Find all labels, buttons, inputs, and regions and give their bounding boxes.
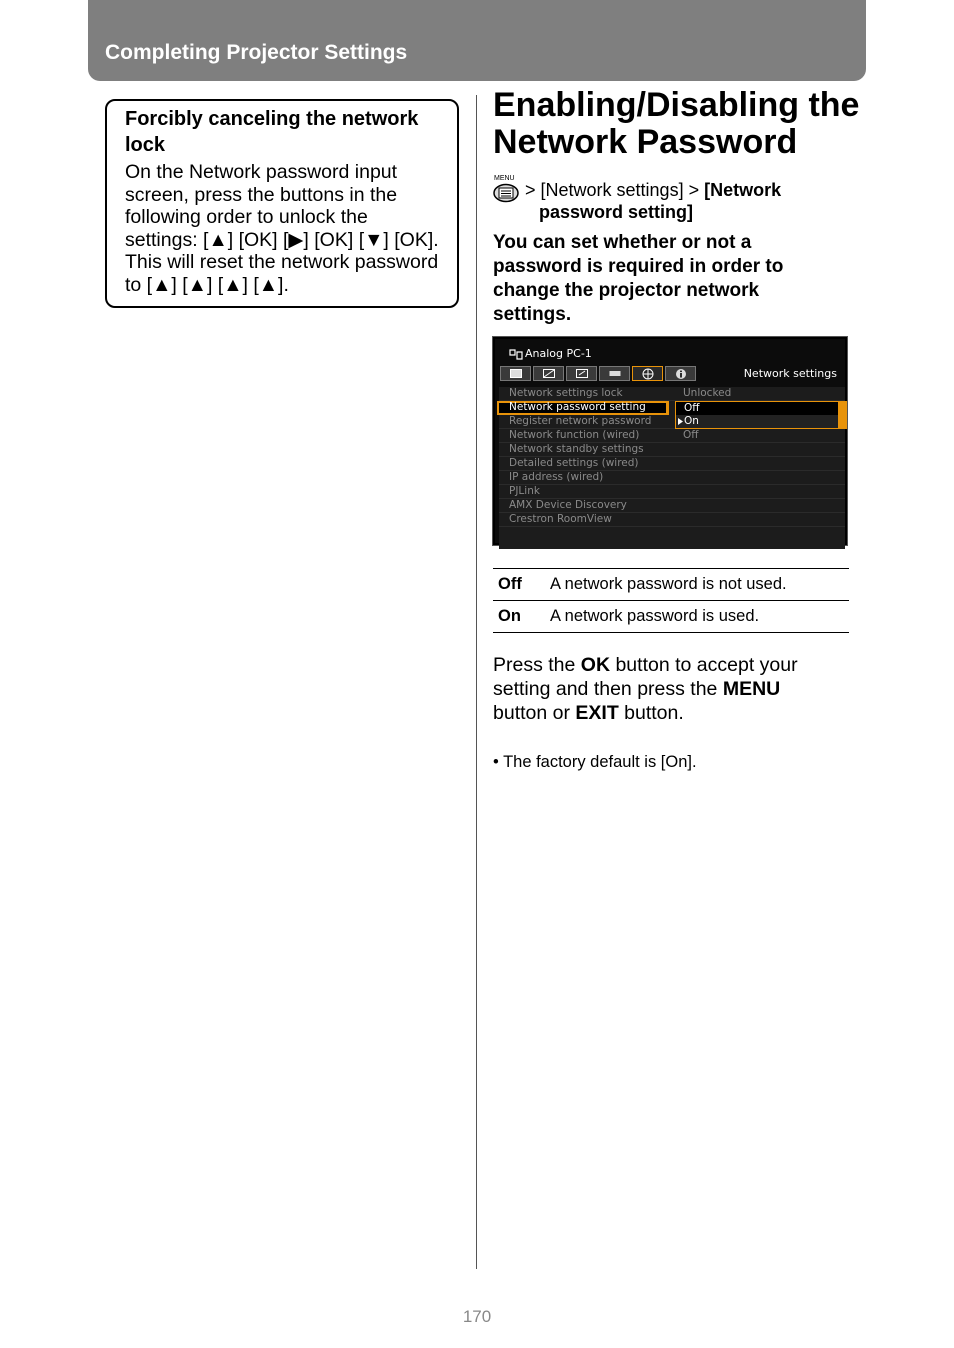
menu-row-label: IP address (wired) (509, 471, 604, 483)
press-text: button. (618, 702, 684, 724)
note-body: On the Network password input screen, press the buttons in the following order to unlock the settings: [▲] [OK] [▶] [OK] [▼] [OK]. This will reset the network password to [▲] [▲] [▲] [▲]. (125, 161, 439, 296)
table-row (493, 569, 849, 601)
menu-row (499, 485, 845, 499)
menu-row (499, 443, 845, 457)
option-popup (675, 401, 839, 429)
network-tab-icon (632, 366, 663, 381)
column-divider (476, 95, 477, 1269)
menu-row (499, 513, 845, 527)
menu-row (499, 387, 845, 401)
projector-menu-screenshot (492, 336, 848, 546)
section-title: Enabling/Disabling the Network Password (493, 86, 860, 161)
ok-button-name: OK (580, 654, 611, 676)
menu-row (499, 429, 845, 443)
menu-path (525, 180, 781, 201)
page-number: 170 (462, 1307, 492, 1326)
option-on: On (684, 415, 699, 427)
menu-button-name: MENU (722, 678, 781, 700)
note-box (105, 99, 459, 308)
menu-title: Network settings (743, 367, 837, 380)
option-key: Off (493, 569, 550, 601)
menu-row-label: Detailed settings (wired) (509, 457, 639, 469)
press-instructions (493, 653, 838, 725)
image-tab-icon (500, 366, 531, 381)
menu-row-label: PJLink (509, 485, 540, 497)
install-tab-icon (566, 366, 597, 381)
menu-row-label: Network function (wired) (509, 429, 640, 441)
system-tab-icon (599, 366, 630, 381)
info-tab-icon (665, 366, 696, 381)
intro-text: You can set whether or not a password is required in order to change the projector network settings. (493, 232, 784, 325)
menu-row (499, 457, 845, 471)
source-label: Analog PC-1 (525, 347, 592, 360)
option-off: Off (684, 402, 700, 414)
menu-path-bold-2: password setting] (539, 202, 694, 222)
option-pointer-icon (678, 418, 683, 425)
adjust-tab-icon (533, 366, 564, 381)
menu-button-icon (493, 173, 521, 203)
option-desc: A network password is used. (550, 601, 849, 633)
options-table (493, 568, 849, 633)
header-title: Completing Projector Settings (105, 41, 408, 64)
note-title: Forcibly canceling the network lock (125, 108, 419, 156)
option-desc: A network password is not used. (550, 569, 849, 601)
source-icon (509, 348, 523, 360)
exit-button-name: EXIT (575, 702, 619, 724)
menu-row-label: Crestron RoomView (509, 513, 612, 525)
menu-tabs (500, 366, 696, 381)
menu-row-label: Network password setting (509, 401, 646, 413)
menu-list (499, 387, 845, 549)
menu-row-value: Unlocked (683, 387, 732, 399)
press-text: button to accept your setting and then press the (493, 654, 798, 700)
press-text: button or (493, 702, 576, 724)
menu-path-plain: > [Network settings] > (525, 180, 705, 200)
menu-row-label: Register network password (509, 415, 652, 427)
menu-row (499, 499, 845, 513)
factory-default-note: • The factory default is [On]. (493, 753, 697, 771)
menu-row-label: Network standby settings (509, 443, 644, 455)
menu-row-label: AMX Device Discovery (509, 499, 627, 511)
menu-row-label: Network settings lock (509, 387, 623, 399)
menu-icon-label: MENU (494, 175, 515, 182)
page-header (88, 0, 866, 81)
menu-row-value: Off (683, 429, 699, 441)
scroll-marker (839, 401, 847, 429)
menu-path-bold: [Network (704, 180, 782, 200)
menu-row (499, 471, 845, 485)
option-key: On (493, 601, 550, 633)
press-text: Press the (493, 654, 581, 676)
table-row (493, 601, 849, 633)
